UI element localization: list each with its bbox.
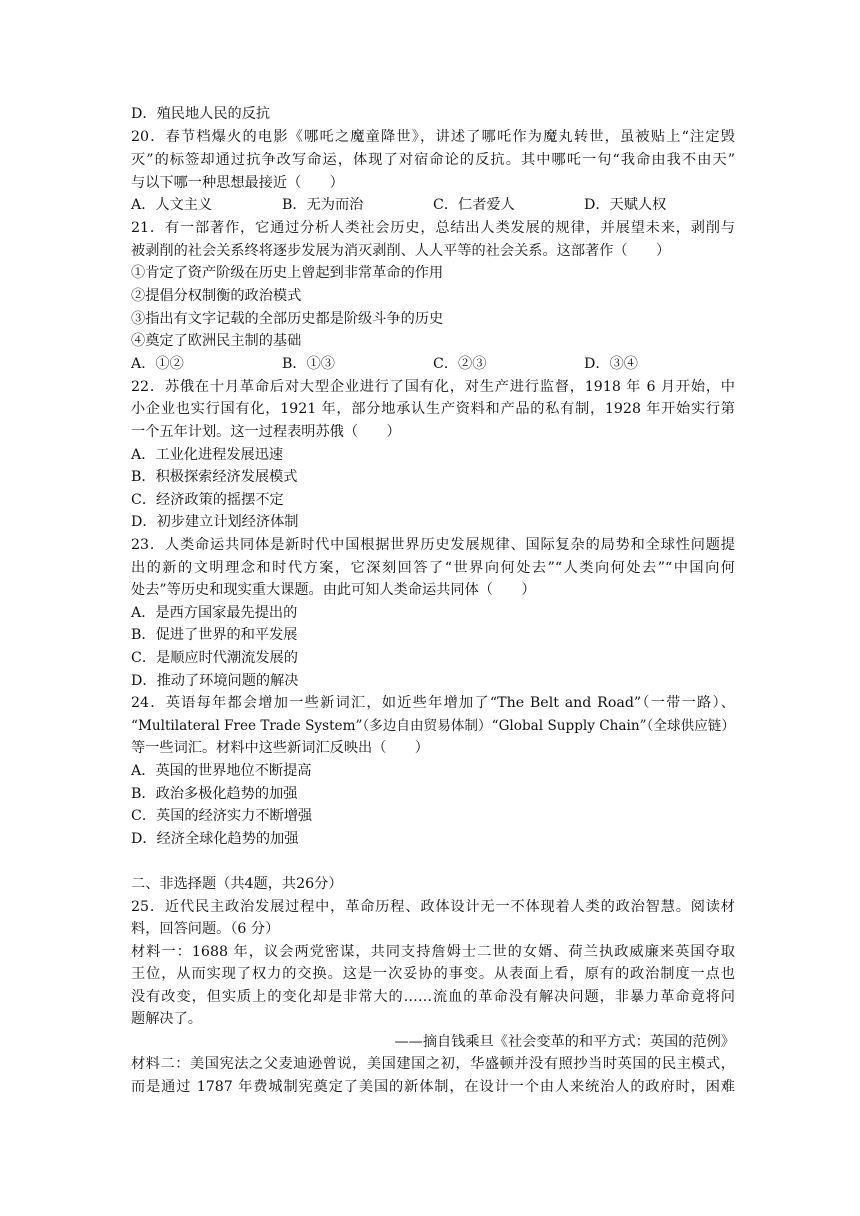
q21-statement-3: ③指出有文字记载的全部历史都是阶级斗争的历史 bbox=[131, 311, 444, 327]
q22-stem-line-1: 22．苏俄在十月革命后对大型企业进行了国有化，对生产进行监督，1918 年 6 月开始，中 bbox=[131, 379, 735, 395]
q23-option-d[interactable]: D．推动了环境问题的解决 bbox=[131, 673, 299, 689]
q20-stem-line-2: 灭”的标签却通过抗争改写命运，体现了对宿命论的反抗。其中哪吒一句“我命由我不由天” bbox=[131, 152, 735, 168]
q20-options bbox=[131, 194, 735, 216]
q23-stem-line-1: 23．人类命运共同体是新时代中国根据世界历史发展规律、国际复杂的局势和全球性问题提 bbox=[131, 537, 735, 553]
q22-option-d[interactable]: D．初步建立计划经济体制 bbox=[131, 514, 299, 530]
q24-option-d[interactable]: D．经济全球化趋势的加强 bbox=[131, 831, 299, 847]
q21-options bbox=[131, 353, 735, 375]
q21-option-b[interactable]: B．①③ bbox=[282, 356, 335, 372]
q25-source1: ——摘自钱乘旦《社会变革的和平方式：英国的范例》 bbox=[394, 1034, 735, 1050]
q23-option-a[interactable]: A．是西方国家最先提出的 bbox=[131, 605, 298, 621]
q21-option-a[interactable]: A．①② bbox=[131, 356, 184, 372]
q25-material1-line-1: 材料一：1688 年，议会两党密谋，共同支持詹姆士二世的女婿、荷兰执政威廉来英国夺取 bbox=[131, 944, 735, 960]
q24-stem-line-2: “Multilateral Free Trade System”（多边自由贸易体制）“Global Supply Chain”（全球供应链） bbox=[131, 718, 735, 734]
q20-option-a[interactable]: A．人文主义 bbox=[131, 197, 213, 213]
q25-stem-line-2: 料，回答问题。（6 分） bbox=[131, 921, 280, 937]
q23-option-c[interactable]: C．是顺应时代潮流发展的 bbox=[131, 650, 298, 666]
q21-statement-2: ②提倡分权制衡的政治模式 bbox=[131, 288, 302, 304]
q19-option-d: D．殖民地人民的反抗 bbox=[131, 106, 271, 122]
q22-stem-line-2: 小企业也实行国有化，1921 年，部分地承认生产资料和产品的私有制，1928 年开始实行第 bbox=[131, 401, 735, 417]
q21-option-c[interactable]: C．②③ bbox=[433, 356, 487, 372]
q25-material2-line-1: 材料二：美国宪法之父麦迪逊曾说，美国建国之初，华盛顿并没有照抄当时英国的民主模式， bbox=[131, 1056, 735, 1072]
q24-option-b[interactable]: B．政治多极化趋势的加强 bbox=[131, 786, 298, 802]
q22-option-c[interactable]: C．经济政策的摇摆不定 bbox=[131, 492, 284, 508]
q22-option-b[interactable]: B．积极探索经济发展模式 bbox=[131, 469, 298, 485]
q22-option-a[interactable]: A．工业化进程发展迅速 bbox=[131, 447, 284, 463]
q25-material1-line-4: 题解决了。 bbox=[131, 1011, 202, 1027]
q21-stem-line-1: 21．有一部著作，它通过分析人类社会历史，总结出人类发展的规律，并展望未来，剥削与 bbox=[131, 220, 735, 236]
q21-stem-line-2: 被剥削的社会关系终将逐步发展为消灭剥削、人人平等的社会关系。这部著作（ ） bbox=[131, 243, 671, 259]
q20-stem-line-1: 20．春节档爆火的电影《哪吒之魔童降世》，讲述了哪吒作为魔丸转世，虽被贴上“注定毁 bbox=[131, 129, 735, 145]
q25-material1-line-3: 没有改变，但实质上的变化却是非常大的……流血的革命没有解决问题，非暴力革命竟将问 bbox=[131, 989, 735, 1005]
q23-stem-line-3: 处去”等历史和现实重大课题。由此可知人类命运共同体（ ） bbox=[131, 582, 536, 598]
q20-option-b[interactable]: B．无为而治 bbox=[282, 197, 364, 213]
q25-stem-line-1: 25．近代民主政治发展过程中，革命历程、政体设计无一不体现着人类的政治智慧。阅读材 bbox=[131, 899, 735, 915]
q21-statement-4: ④奠定了欧洲民主制的基础 bbox=[131, 333, 302, 349]
q21-statement-1: ①肯定了资产阶级在历史上曾起到非常革命的作用 bbox=[131, 265, 444, 281]
q21-option-d[interactable]: D．③④ bbox=[584, 356, 638, 372]
q24-stem-line-3: 等一些词汇。材料中这些新词汇反映出（ ） bbox=[131, 740, 429, 756]
q25-material1-line-2: 王位，从而实现了权力的交换。这是一次妥协的事变。从表面上看，原有的政治制度一点也 bbox=[131, 966, 735, 982]
section-heading: 二、非选择题（共4题，共26分） bbox=[131, 876, 343, 892]
q23-option-b[interactable]: B．促进了世界的和平发展 bbox=[131, 627, 298, 643]
q22-stem-line-3: 一个五年计划。这一过程表明苏俄（ ） bbox=[131, 424, 401, 440]
q24-option-a[interactable]: A．英国的世界地位不断提高 bbox=[131, 763, 312, 779]
q25-material2-line-2: 而是通过 1787 年费城制宪奠定了美国的新体制，在设计一个由人来统治人的政府时，困难 bbox=[131, 1079, 735, 1095]
q23-stem-line-2: 出的新的文明理念和时代方案，它深刻回答了“世界向何处去”“人类向何处去”“中国向何 bbox=[131, 560, 735, 576]
q24-stem-line-1: 24．英语每年都会增加一些新词汇，如近些年增加了“The Belt and Road”（一带一路）、 bbox=[131, 695, 735, 711]
q20-stem-line-3: 与以下哪一种思想最接近（ ） bbox=[131, 175, 344, 191]
q20-option-d[interactable]: D．天赋人权 bbox=[584, 197, 667, 213]
q20-option-c[interactable]: C．仁者爱人 bbox=[433, 197, 515, 213]
q24-option-c[interactable]: C．英国的经济实力不断增强 bbox=[131, 808, 313, 824]
